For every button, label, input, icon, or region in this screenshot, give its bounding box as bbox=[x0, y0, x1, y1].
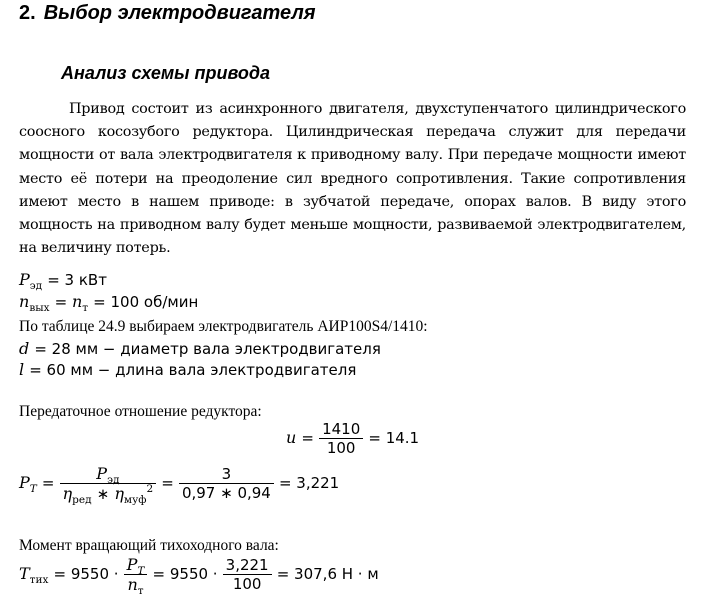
sub-muf: муф bbox=[123, 494, 147, 506]
var-d: d bbox=[19, 339, 30, 358]
power-value: = 3 кВт bbox=[47, 271, 107, 289]
torque-fraction bbox=[124, 555, 148, 597]
sub-out: вых bbox=[29, 302, 50, 314]
frac-num: 3 bbox=[221, 465, 232, 483]
eq-sign: = bbox=[54, 293, 72, 311]
torque-result: = 307,6 Н · м bbox=[276, 565, 379, 583]
eta-1: η bbox=[62, 484, 73, 503]
power-formula bbox=[19, 464, 340, 506]
frac-num: 3,221 bbox=[225, 556, 269, 574]
sub-ed: эд bbox=[29, 280, 43, 292]
mult-op: ∗ bbox=[96, 485, 110, 503]
ratio-formula bbox=[286, 420, 419, 457]
var-n2: n bbox=[71, 292, 83, 311]
sub-t: T bbox=[137, 565, 145, 577]
torque-fraction-num bbox=[223, 556, 272, 593]
power-result: = 3,221 bbox=[278, 474, 340, 492]
var-u: u bbox=[286, 428, 297, 447]
sub-red: ред bbox=[72, 494, 92, 506]
coef2: = 9550 · bbox=[152, 565, 218, 583]
exp-2: 2 bbox=[146, 483, 154, 495]
frac-den: 100 bbox=[223, 574, 272, 593]
ratio-numerator: 1410 bbox=[322, 420, 361, 438]
eq-sign: = bbox=[301, 429, 314, 447]
paragraph-text: Привод состоит из асинхронного двигателя, двухступенчатого цилиндрического соосного косозубого редуктора. Цилиндрическая передача служит для передачи мощности от вала электродвигателя к приводному валу. При передаче мощности имеют место её потери на преодоление сил вредного сопротивления. Такие сопротивления имеют место в нашем приводе: в зубчатой передаче, опорах валов. В виду этого мощность на приводном валу будет меньше мощности, развиваемой электродвигателем, на величину потерь. bbox=[19, 101, 686, 257]
sub-tikh: тих bbox=[29, 574, 49, 586]
sub-t: т bbox=[82, 302, 89, 314]
power-fraction-num bbox=[179, 465, 274, 502]
ratio-fraction bbox=[319, 420, 363, 457]
ratio-denominator: 100 bbox=[319, 438, 363, 457]
sub-ed: эд bbox=[107, 474, 120, 486]
speed-param bbox=[19, 292, 199, 314]
torque-formula bbox=[19, 555, 379, 597]
var-p: P bbox=[96, 464, 108, 483]
section-heading bbox=[19, 2, 316, 25]
body-paragraph bbox=[19, 98, 686, 260]
diameter-text: = 28 мм − диаметр вала электродвигателя bbox=[34, 340, 381, 358]
var-p: P bbox=[126, 555, 138, 574]
var-p: P bbox=[19, 473, 30, 492]
ratio-label: Передаточное отношение редуктора: bbox=[19, 403, 262, 420]
coef: = 9550 · bbox=[53, 565, 119, 583]
var-t: T bbox=[19, 564, 30, 583]
eq-sign: = bbox=[161, 474, 174, 492]
section-number: 2. bbox=[19, 2, 36, 24]
var-n: n bbox=[127, 575, 138, 594]
shaft-length bbox=[19, 360, 356, 379]
power-param bbox=[19, 270, 107, 292]
frac-den: 0,97 ∗ 0,94 bbox=[179, 483, 274, 502]
var-p: P bbox=[19, 270, 30, 289]
shaft-diameter bbox=[19, 339, 381, 358]
eq-sign: = bbox=[41, 474, 55, 492]
length-text: = 60 мм − длина вала электродвигателя bbox=[29, 361, 357, 379]
subsection-heading: Анализ схемы привода bbox=[61, 63, 271, 83]
power-fraction bbox=[60, 464, 157, 506]
var-l: l bbox=[19, 360, 25, 379]
sub-t: т bbox=[137, 585, 144, 597]
selection-line: По таблице 24.9 выбираем электродвигатель АИР100S4/1410: bbox=[19, 318, 428, 335]
sub-t: T bbox=[29, 483, 37, 495]
ratio-result: = 14.1 bbox=[368, 429, 420, 447]
speed-value: = 100 об/мин bbox=[93, 293, 199, 311]
torque-label: Момент вращающий тихоходного вала: bbox=[19, 537, 279, 554]
eta-2: η bbox=[114, 484, 124, 503]
section-title: Выбор электродвигателя bbox=[43, 2, 316, 24]
var-n: n bbox=[19, 292, 30, 311]
